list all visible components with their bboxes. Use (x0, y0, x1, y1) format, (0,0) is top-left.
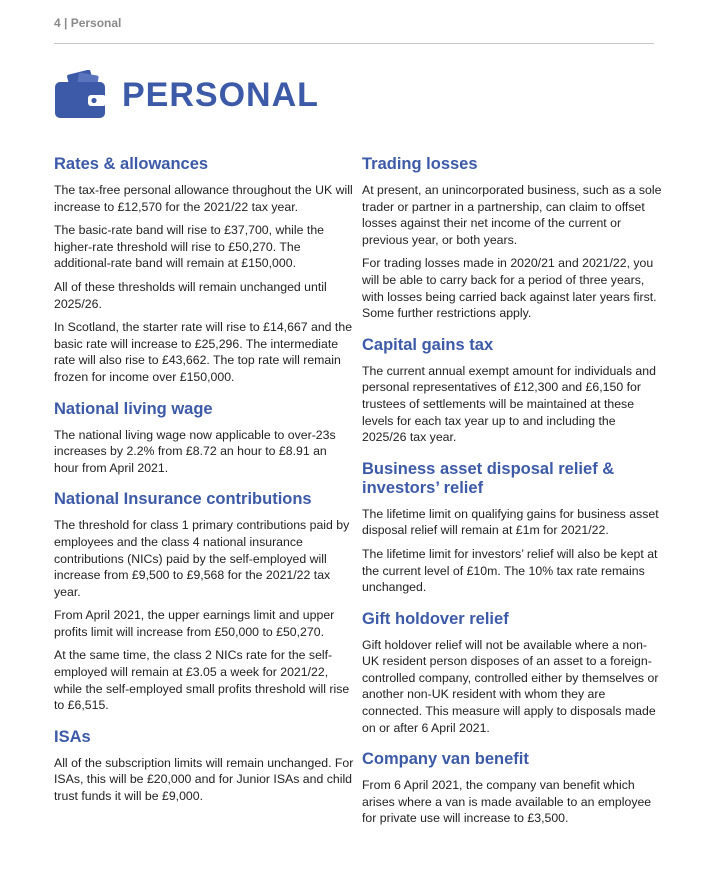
paragraph: The threshold for class 1 primary contributions paid by employees and the class 4 national insurance contributions (NICs) paid by the self-employed will increase from £9,500 to £9,568 for the 2021/22 tax year. (54, 518, 350, 599)
wallet-icon (54, 70, 108, 120)
section-heading: ISAs (54, 727, 91, 746)
header-divider (54, 43, 654, 44)
paragraph: At present, an unincorporated business, such as a sole trader or partner in a partnership, can claim to offset losses against their net income of the current or previous year, or both years. (362, 183, 662, 247)
section-national-living-wage (54, 400, 354, 477)
paragraph: The tax-free personal allowance throughout the UK will increase to £12,570 for the 2021/22 tax year. (54, 183, 353, 214)
paragraph: The current annual exempt amount for individuals and personal representatives of £12,300 and £6,150 for trustees of settlements will be maintained at these levels for each tax year up to and including the 2025/26 tax year. (362, 363, 656, 445)
section-business-asset-disposal-relief (362, 460, 662, 596)
section-heading: Capital gains tax (362, 335, 494, 354)
paragraph: In Scotland, the starter rate will rise to £14,667 and the basic rate will increase to £25,296. The intermediate rate will also rise to £43,662. The top rate will remain frozen for income over £150,000. (54, 320, 353, 384)
paragraph: From April 2021, the upper earnings limit and upper profits limit will increase from £50,000 to £50,270. (54, 608, 335, 639)
paragraph: The lifetime limit for investors’ relief will also be kept at the current level of £10m. The 10% tax rate remains unchanged. (362, 546, 658, 595)
paragraph: The national living wage now applicable to over-23s increases by 2.2% from £8.72 an hour to £8.91 an hour from April 2021. (54, 427, 336, 475)
section-heading: National living wage (54, 399, 213, 418)
section-heading: Gift holdover relief (362, 609, 509, 628)
paragraph: The lifetime limit on qualifying gains for business asset disposal relief will remain at £1m for 2021/22. (362, 506, 659, 538)
section-heading: Rates & allowances (54, 155, 209, 173)
section-national-insurance (54, 490, 354, 714)
section-heading: National Insurance contributions (54, 490, 312, 509)
paragraph: The basic-rate band will rise to £37,700, while the higher-rate threshold will rise to £50,270. The additional-rate band will remain at £150,000. (54, 223, 324, 271)
paragraph: For trading losses made in 2020/21 and 2021/22, you will be able to carry back for a period of three years, with losses being carried back against later years first. Some further restrictions apply. (362, 256, 657, 321)
paragraph: Gift holdover relief will not be available where a non-UK resident person disposes of an asset to a foreign-controlled company, controlled either by themselves or another non-UK resident with whom they are connected. This measure will apply to disposals made on or after 6 April 2021. (362, 637, 659, 735)
paragraph: All of the subscription limits will remain unchanged. For ISAs, this will be £20,000 and for Junior ISAs and child trust funds it will be £9,000. (54, 755, 354, 804)
page-title: PERSONAL (122, 76, 319, 114)
paragraph: From 6 April 2021, the company van benefit which arises where a van is made available to an employee for private use will increase to £3,500. (362, 778, 652, 826)
section-heading: Business asset disposal relief & investors’ relief (362, 459, 615, 497)
section-heading: Company van benefit (362, 750, 529, 769)
right-column (362, 155, 662, 841)
section-trading-losses (362, 155, 662, 322)
section-gift-holdover-relief (362, 610, 662, 737)
section-heading: Trading losses (362, 155, 478, 173)
paragraph: At the same time, the class 2 NICs rate for the self-employed will remain at £3.05 a week for 2021/22, while the self-employed small profits threshold will rise to £6,515. (54, 648, 350, 713)
title-block (54, 68, 319, 122)
section-company-van-benefit (362, 750, 662, 827)
section-capital-gains-tax (362, 336, 662, 446)
section-rates-allowances (54, 155, 354, 386)
page-header: 4 | Personal (54, 16, 122, 30)
left-column (54, 155, 354, 819)
section-isas (54, 728, 354, 805)
paragraph: All of these thresholds will remain unchanged until 2025/26. (54, 279, 327, 311)
